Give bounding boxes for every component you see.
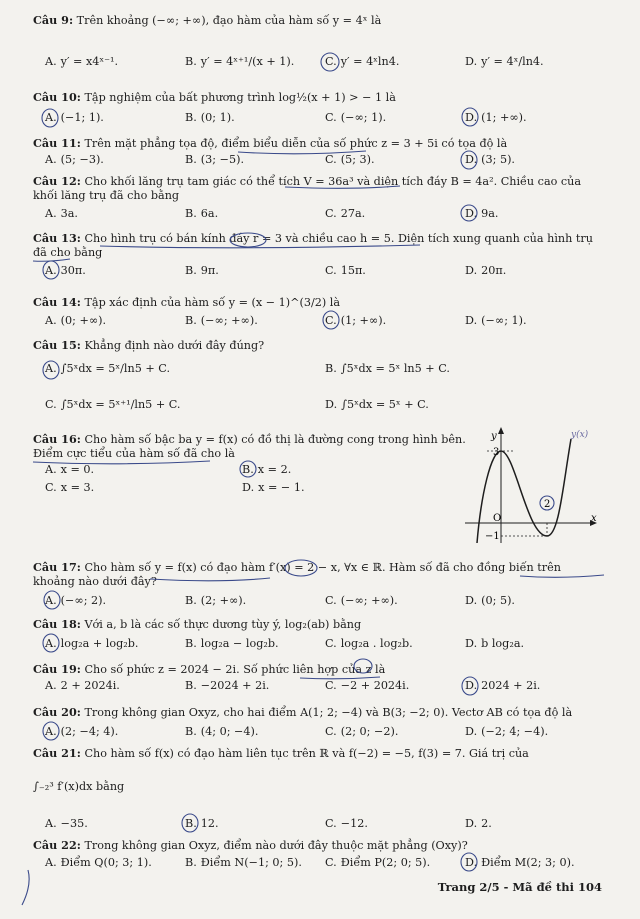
option-c: (−∞; 1). <box>340 111 387 124</box>
y-label: y <box>491 431 497 442</box>
option-c: 27a. <box>340 207 366 220</box>
question-21-integral: ∫₋₂³ f′(x)dx bằng <box>33 780 125 793</box>
y-axis-arrow <box>498 427 504 434</box>
question-22: Câu 22: Trong không gian Oxyz, điểm nào dưới đây thuộc mặt phẳng (Oxy)? <box>33 838 468 852</box>
question-11: Câu 11: Trên mặt phẳng tọa độ, điểm biểu diễn của số phức z = 3 + 5i có tọa độ là <box>33 136 508 150</box>
handwritten-label: y(x) <box>571 430 589 440</box>
option-c: (5; 3). <box>340 153 375 166</box>
question-20: Câu 20: Trong không gian Oxyz, cho hai điểm A(1; 2; −4) và B(3; −2; 0). Vectơ AB có tọa độ là <box>33 705 573 719</box>
option-d: b log₂a. <box>481 637 525 650</box>
origin-label: O <box>493 513 502 524</box>
option-b: (−∞; +∞). <box>200 314 258 327</box>
question-16: Câu 16: Cho hàm số bậc ba y = f(x) có đồ thị là đường cong trong hình bên. <box>33 432 466 446</box>
option-c: y′ = 4ˣln4. <box>340 55 400 68</box>
option-d: (1; +∞). <box>481 111 527 124</box>
option-c: (1; +∞). <box>340 314 387 327</box>
option-d: (0; 5). <box>481 594 515 607</box>
option-a: y′ = x4ˣ⁻¹. <box>60 55 119 68</box>
option-c: −2 + 2024i. <box>340 679 410 692</box>
option-c: −12. <box>340 817 368 830</box>
option-a: (−1; 1). <box>60 111 104 124</box>
option-d: x = − 1. <box>258 481 305 494</box>
option-a: (2; −4; 4). <box>60 725 119 738</box>
option-d: 20π. <box>481 264 507 277</box>
option-a: (−∞; 2). <box>60 594 107 607</box>
question-17: Câu 17: Cho hàm số y = f(x) có đạo hàm f′(x) = 2 − x, ∀x ∈ ℝ. Hàm số đã cho đồng biến trên khoảng nào dưới đây? <box>33 560 561 588</box>
option-a: x = 0. <box>60 463 95 476</box>
option-b: (0; 1). <box>200 111 235 124</box>
option-b: 9π. <box>200 264 219 277</box>
question-19: Câu 19: Cho số phức z = 2024 − 2i. Số phức liên hợp của z là <box>33 662 386 676</box>
question-18: Câu 18: Với a, b là các số thực dương tùy ý, log₂(ab) bằng <box>33 617 362 631</box>
question-10: Câu 10: Tập nghiệm của bất phương trình log½(x + 1) > − 1 là <box>33 90 396 104</box>
question-14: Câu 14: Tập xác định của hàm số y = (x − 1)^(3/2) là <box>33 295 341 309</box>
option-a: ∫5ˣdx = 5ˣ/ln5 + C. <box>60 362 171 375</box>
option-a: (5; −3). <box>60 153 104 166</box>
option-c: (2; 0; −2). <box>340 725 399 738</box>
option-c: 15π. <box>340 264 366 277</box>
tick-3: 3 <box>493 447 500 458</box>
option-a: 2 + 2024i. <box>60 679 120 692</box>
option-d: 2. <box>481 817 492 830</box>
tick-minus-1: −1 <box>485 531 500 542</box>
option-b: y′ = 4ˣ⁺¹/(x + 1). <box>200 55 295 68</box>
question-9: Câu 9: Trên khoảng (−∞; +∞), đạo hàm của hàm số y = 4ˣ là <box>33 13 382 27</box>
tick-2: 2 <box>544 499 551 510</box>
option-a: (0; +∞). <box>60 314 107 327</box>
option-c: (−∞; +∞). <box>340 594 398 607</box>
option-c: log₂a . log₂b. <box>340 637 413 650</box>
option-d: (−2; 4; −4). <box>481 725 549 738</box>
option-b: 12. <box>200 817 219 830</box>
option-d: 2024 + 2i. <box>481 679 541 692</box>
option-a: −35. <box>60 817 88 830</box>
option-b: ∫5ˣdx = 5ˣ ln5 + C. <box>340 362 450 375</box>
question-12: Câu 12: Cho khối lăng trụ tam giác có thể tích V = 36a³ và diện tích đáy B = 4a². Chiều cao của khối lăng trụ đã cho bằng <box>33 174 582 202</box>
option-c: Điểm P(2; 0; 5). <box>340 856 431 869</box>
option-a: 3a. <box>60 207 78 220</box>
option-a: 30π. <box>60 264 86 277</box>
exam-page: Câu 9: Trên khoảng (−∞; +∞), đạo hàm của hàm số y = 4ˣ là A. y′ = x4ˣ⁻¹. B. y′ = 4ˣ⁺¹/(x + 1). C. y′ = 4ˣln4. D. y′ = 4ˣ/ln4. Câu 10: Tập nghiệm của bất phương trình log½(x + 1) > − 1 là A. (−1; 1). B. (0; 1). C. (−∞; 1). D. (1; +∞). Câu 11: Trên mặt phẳng tọa độ, điểm biểu diễn của số phức z = 3 + 5i có tọa độ là A. (5; −3). B. (3; −5). C. (5; 3). D. (3; 5). Câu 12: Cho khối lăng trụ tam giác có thể tích V = 36a³ và diện tích đáy B = 4a². Chiều cao của khối lăng trụ đã cho bằng A. 3a. B. 6a. C. 27a. D. 9a. Câu 13: Cho hình trụ có bán kính đáy r = 3 và chiều cao h = 5. Diện tích xung quanh của hình trụ đã cho bằng A. 30π. B. 9π. C. 15π. D. 20π. Câu 14: Tập xác định của hàm số y = (x − 1)^(3/2) là A. (0; +∞). B. (−∞; +∞). C. (1; +∞). D. (−∞; 1). Câu 15: Khẳng định nào dưới đây đúng? A. ∫5ˣdx = 5ˣ/ln5 + C. B. ∫5ˣdx = 5ˣ ln5 + C. C. ∫5ˣdx = 5ˣ⁺¹/ln5 + C. D. ∫5ˣdx = 5ˣ + C. Câu 16: Cho hàm số bậc ba y = f(x) có đồ thị là đường cong trong hình bên. Điểm cực tiểu của hàm số đã cho là A. x = 0. B. x = 2. C. x = 3. D. x = − 1. y x 3 O −1 2 y(x) Câu 17: Cho hàm số y = f(x) có đạo hàm f′(x) = 2 − x, ∀x ∈ ℝ. Hàm số đã cho đồng biến trên khoảng nào dưới đây? A. (−∞; 2). B. (2; +∞). C. (−∞; +∞). D. (0; 5). Câu 18: Với a, b là các số thực dương tùy ý, log₂(ab) bằng A. log₂a + log₂b. B. log₂a − log₂b. C. log₂a . log₂b. D. b log₂a. Câu 19: Cho số phức z = 2024 − 2i. Số phức liên hợp của z là A. 2 + 2024i. B. −2024 + 2i. C. −2 + 2024i. D. 2024 + 2i. Câu 20: Trong không gian Oxyz, cho hai điểm A(1; 2; −4) và B(3; −2; 0). Vectơ AB có tọa độ là A. (2; −4; 4). B. (4; 0; −4). C. (2; 0; −2). D. (−2; 4; −4). Câu 21: Cho hàm số f(x) có đạo hàm liên tục trên ℝ và f(−2) = −5, f(3) = 7. Giá trị của ∫₋₂³ f′(x)dx bằng A. −35. B. 12. C. −12. D. 2. Câu 22: Trong không gian Oxyz, điểm nào dưới đây thuộc mặt phẳng (Oxy)? A. Điểm Q(0; 3; 1). B. Điểm N(−1; 0; 5). C. Điểm P(2; 0; 5). D. Điểm M(2; 3; 0). Trang 2/5 - Mã đề thi 104 <box>0 0 640 919</box>
option-b: −2024 + 2i. <box>200 679 270 692</box>
option-b: (4; 0; −4). <box>200 725 259 738</box>
option-d: Điểm M(2; 3; 0). <box>481 856 575 869</box>
option-a: Điểm Q(0; 3; 1). <box>60 856 152 869</box>
option-b: Điểm N(−1; 0; 5). <box>200 856 302 869</box>
option-b: (2; +∞). <box>200 594 247 607</box>
option-b: (3; −5). <box>200 153 245 166</box>
question-21: Câu 21: Cho hàm số f(x) có đạo hàm liên tục trên ℝ và f(−2) = −5, f(3) = 7. Giá trị của <box>33 746 529 760</box>
option-b: x = 2. <box>257 463 292 476</box>
option-b: 6a. <box>200 207 219 220</box>
option-d: ∫5ˣdx = 5ˣ + C. <box>341 398 429 411</box>
option-d: 9a. <box>481 207 499 220</box>
option-c: x = 3. <box>60 481 95 494</box>
option-c: ∫5ˣdx = 5ˣ⁺¹/ln5 + C. <box>60 398 181 411</box>
x-label: x <box>591 513 597 524</box>
option-d: (−∞; 1). <box>481 314 527 327</box>
question-16-line2: Điểm cực tiểu của hàm số đã cho là <box>33 447 235 460</box>
cubic-function-graph <box>463 425 613 550</box>
margin-stroke <box>22 870 29 905</box>
question-13: Câu 13: Cho hình trụ có bán kính đáy r = 3 và chiều cao h = 5. Diện tích xung quanh của hình trụ đã cho bằng <box>33 231 593 259</box>
option-b: log₂a − log₂b. <box>200 637 279 650</box>
option-d: y′ = 4ˣ/ln4. <box>481 55 544 68</box>
curve <box>477 439 571 543</box>
question-15: Câu 15: Khẳng định nào dưới đây đúng? <box>33 338 265 352</box>
option-d: (3; 5). <box>481 153 515 166</box>
page-footer: Trang 2/5 - Mã đề thi 104 <box>437 880 602 894</box>
option-a: log₂a + log₂b. <box>60 637 139 650</box>
